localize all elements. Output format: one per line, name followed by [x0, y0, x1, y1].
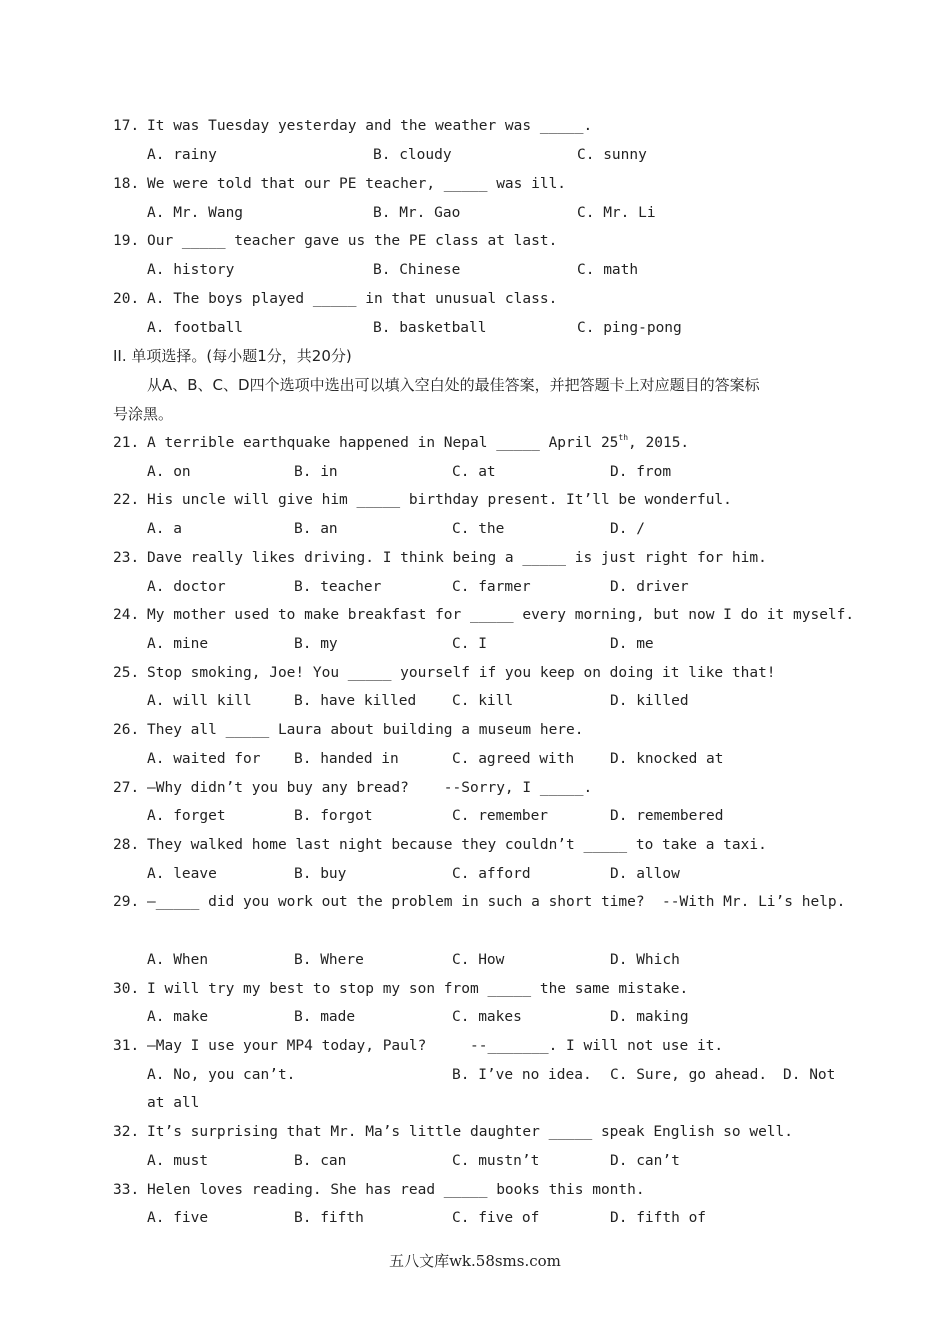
question-number: 30.: [113, 981, 140, 997]
option-c: C. ping-pong: [577, 320, 682, 336]
option-c: C. sunny: [577, 147, 647, 163]
question-stem: We were told that our PE teacher, _____ was ill.: [147, 176, 567, 192]
question-number: 29.: [113, 894, 140, 910]
question-number: 27.: [113, 780, 140, 796]
question-number: 19.: [113, 233, 140, 249]
question-number: 18.: [113, 176, 140, 192]
option-c: C. I: [452, 636, 487, 652]
question-stem: Our _____ teacher gave us the PE class at last.: [147, 233, 558, 249]
option-d: D. remembered: [610, 808, 724, 824]
option-b: B. cloudy: [373, 147, 452, 163]
option-c: C. kill: [452, 693, 514, 709]
option-b: B. in: [294, 464, 338, 480]
option-b: B. an: [294, 521, 338, 537]
option-b: B. fifth: [294, 1210, 364, 1226]
question-number: 22.: [113, 492, 140, 508]
option-c: C. makes: [452, 1009, 522, 1025]
section-instruction: 从A、B、C、D四个选项中选出可以填入空白处的最佳答案，并把答题卡上对应题目的答案标: [147, 376, 760, 394]
question-stem: –_____ did you work out the problem in such a short time? --With Mr. Li’s help.: [147, 894, 846, 910]
option-a: A. When: [147, 952, 209, 968]
question-stem: –May I use your MP4 today, Paul? --_______. I will not use it.: [147, 1038, 724, 1054]
option-d: D. /: [610, 521, 645, 537]
option-b: B. forgot: [294, 808, 373, 824]
option-a: A. waited for: [147, 751, 261, 767]
option-b: B. basketball: [373, 320, 487, 336]
question-stem: A terrible earthquake happened in Nepal _____ April 25th, 2015.: [147, 433, 690, 451]
option-d: D. killed: [610, 693, 689, 709]
option-d: D. me: [610, 636, 654, 652]
option-b: B. I’ve no idea.: [452, 1067, 592, 1083]
option-b: B. handed in: [294, 751, 399, 767]
option-d: D. Which: [610, 952, 680, 968]
option-c: C. farmer: [452, 579, 531, 595]
option-b: B. Chinese: [373, 262, 461, 278]
question-stem: –Why didn’t you buy any bread? --Sorry, I _____.: [147, 780, 593, 796]
option-b: B. have killed: [294, 693, 417, 709]
option-a: A. forget: [147, 808, 226, 824]
question-number: 25.: [113, 665, 140, 681]
option-d: D. allow: [610, 866, 680, 882]
option-a: A. must: [147, 1153, 209, 1169]
question-number: 33.: [113, 1182, 140, 1198]
option-a: A. history: [147, 262, 235, 278]
option-c: C. How: [452, 952, 505, 968]
ordinal-suffix: th: [618, 433, 629, 442]
page-footer: 五八文库wk.58sms.com: [389, 1252, 561, 1270]
question-number: 23.: [113, 550, 140, 566]
option-c: C. five of: [452, 1210, 540, 1226]
option-a: A. doctor: [147, 579, 226, 595]
option-b: B. buy: [294, 866, 347, 882]
option-d: D. knocked at: [610, 751, 724, 767]
question-stem: Stop smoking, Joe! You _____ yourself if you keep on doing it like that!: [147, 665, 776, 681]
question-stem: It was Tuesday yesterday and the weather was _____.: [147, 118, 593, 134]
option-c: C. math: [577, 262, 639, 278]
question-number: 26.: [113, 722, 140, 738]
section-instruction-continued: 号涂黑。: [113, 405, 174, 423]
option-d: D. driver: [610, 579, 689, 595]
option-c: C. remember: [452, 808, 549, 824]
option-b: B. Where: [294, 952, 364, 968]
question-number: 32.: [113, 1124, 140, 1140]
option-a: A. No, you can’t.: [147, 1067, 296, 1083]
question-stem: It’s surprising that Mr. Ma’s little daughter _____ speak English so well.: [147, 1124, 794, 1140]
question-number: 20.: [113, 291, 140, 307]
option-d: D. fifth of: [610, 1210, 707, 1226]
option-c: C. Sure, go ahead.: [610, 1067, 768, 1083]
option-a: A. five: [147, 1210, 209, 1226]
option-a: A. football: [147, 320, 244, 336]
question-stem: His uncle will give him _____ birthday present. It’ll be wonderful.: [147, 492, 732, 508]
option-c: C. mustn’t: [452, 1153, 540, 1169]
option-a: A. mine: [147, 636, 209, 652]
option-a: A. Mr. Wang: [147, 205, 244, 221]
question-stem: I will try my best to stop my son from _____ the same mistake.: [147, 981, 689, 997]
option-d: D. making: [610, 1009, 689, 1025]
option-a: A. will kill: [147, 693, 252, 709]
option-b: B. can: [294, 1153, 347, 1169]
option-c: C. Mr. Li: [577, 205, 656, 221]
question-number: 17.: [113, 118, 140, 134]
option-a: A. a: [147, 521, 182, 537]
option-b: B. made: [294, 1009, 356, 1025]
option-b: B. Mr. Gao: [373, 205, 461, 221]
question-stem: My mother used to make breakfast for _____ every morning, but now I do it myself.: [147, 607, 855, 623]
question-number: 21.: [113, 435, 140, 451]
option-b: B. teacher: [294, 579, 382, 595]
option-d: D. can’t: [610, 1153, 680, 1169]
question-number: 31.: [113, 1038, 140, 1054]
option-d: D. from: [610, 464, 672, 480]
option-b: B. my: [294, 636, 338, 652]
question-stem: A. The boys played _____ in that unusual class.: [147, 291, 558, 307]
option-a: A. make: [147, 1009, 209, 1025]
option-d: D. Not: [783, 1067, 836, 1083]
option-a: A. leave: [147, 866, 217, 882]
section-title: II. 单项选择。(每小题1分，共20分): [113, 347, 352, 365]
option-c: C. the: [452, 521, 505, 537]
option-c: C. afford: [452, 866, 531, 882]
question-number: 24.: [113, 607, 140, 623]
option-d-continued: at all: [147, 1095, 200, 1111]
option-c: C. agreed with: [452, 751, 575, 767]
question-stem: They all _____ Laura about building a museum here.: [147, 722, 584, 738]
question-number: 28.: [113, 837, 140, 853]
question-stem: Dave really likes driving. I think being a _____ is just right for him.: [147, 550, 767, 566]
question-stem: They walked home last night because they couldn’t _____ to take a taxi.: [147, 837, 767, 853]
option-a: A. on: [147, 464, 191, 480]
question-stem: Helen loves reading. She has read _____ books this month.: [147, 1182, 645, 1198]
option-a: A. rainy: [147, 147, 217, 163]
option-c: C. at: [452, 464, 496, 480]
